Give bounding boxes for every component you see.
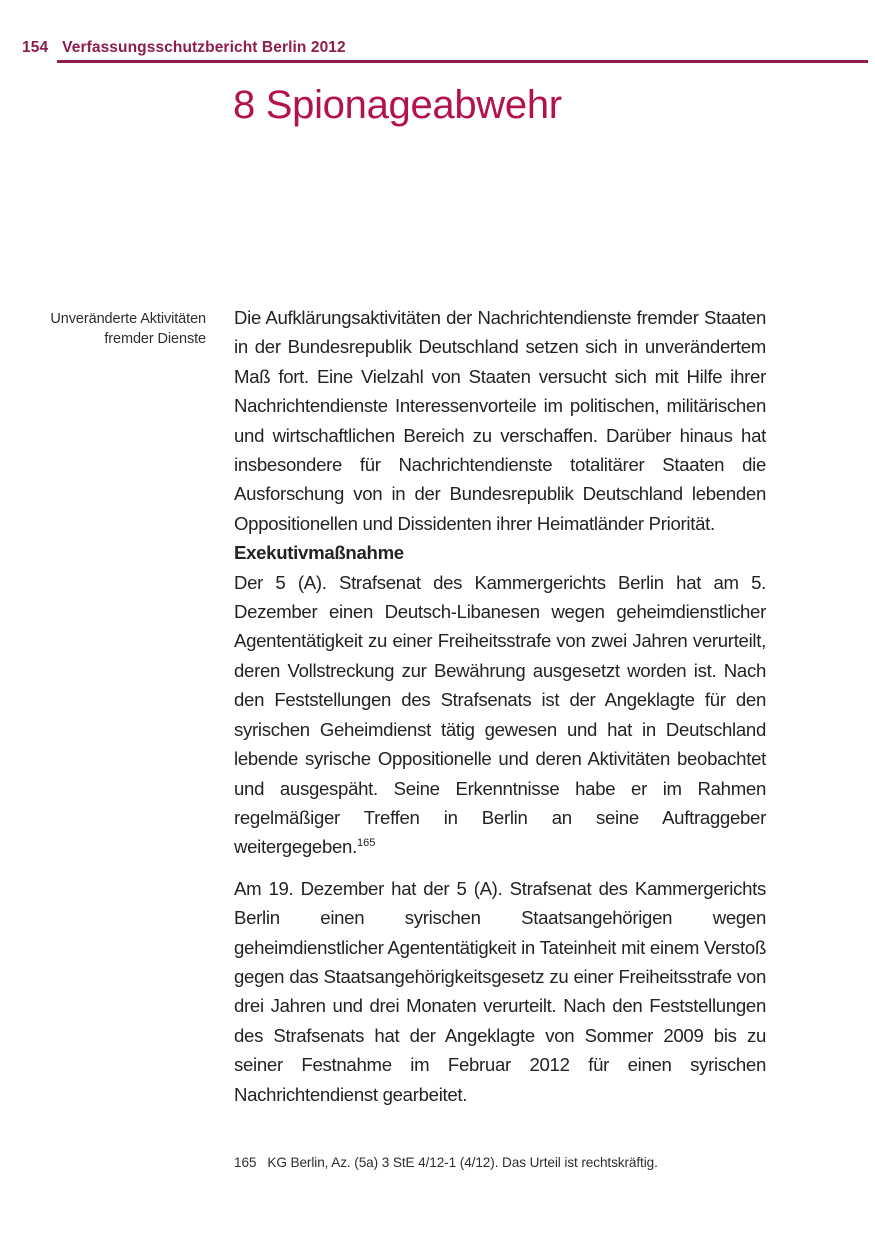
paragraph-case-2: Am 19. Dezember hat der 5 (A). Strafsenat des Kammergerichts Berlin einen syrischen Staatsangehörigen wegen geheimdienstlicher Agententätigkeit in Tateinheit mit einem Verstoß gegen das Staatsangehörigkeitsgesetz zu einer Freiheitsstrafe von drei Jahren und drei Monaten verurteilt. Nach den Feststellungen des Strafsenats hat der Angeklagte von Sommer 2009 bis zu seiner Festnahme im Februar 2012 für einen syrischen Nachrichtendienst gearbeitet.	[234, 877, 766, 1105]
footnote-number: 165	[234, 1155, 257, 1170]
subheading-exekutivmassnahme: Exekutivmaßnahme	[234, 542, 404, 564]
body-column	[234, 303, 766, 1109]
page-number: 154	[22, 39, 49, 56]
footnote-reference: 165	[356, 837, 376, 850]
paragraph-intro: Die Aufklärungsaktivitäten der Nachrichtendienste fremder Staaten in der Bundesrepublik Deutschland setzen sich in unverändertem Maß fort. Eine Vielzahl von Staaten versucht sich mit Hilfe ihrer Nachrichtendienste Interessenvorteile im politischen, militärischen und wirtschaftlichen Bereich zu verschaffen. Darüber hinaus hat insbesondere für Nachrichtendienste totalitärer Staaten die Ausforschung von in der Bundesrepublik Deutschland lebenden Oppositionellen und Dissidenten ihrer Heimatländer Priorität.	[234, 307, 766, 534]
header-rule	[57, 60, 868, 63]
margin-note: Unveränderte Aktivitäten fremder Dienste	[50, 311, 206, 347]
report-title: Verfassungsschutzbericht Berlin 2012	[62, 39, 346, 56]
footnote-text: KG Berlin, Az. (5a) 3 StE 4/12-1 (4/12). Das Urteil ist rechtskräftig.	[267, 1155, 658, 1170]
paragraph-case-1-text: Der 5 (A). Strafsenat des Kammergerichts Berlin hat am 5. Dezember einen Deutsch-Libanesen wegen geheimdienstlicher Agententätigkeit zu einer Freiheitsstrafe von zwei Jahren verurteilt, deren Vollstreckung zur Bewährung ausgesetzt worden ist. Nach den Feststellungen des Strafsenats ist der Angeklagte für den syrischen Geheimdienst tätig gewesen und hat in Deutschland lebende syrische Oppositionelle und deren Aktivitäten beobachtet und ausgespäht. Seine Erkenntnisse habe er im Rahmen regelmäßiger Treffen in Berlin an seine Auftraggeber weitergegeben.	[234, 571, 766, 858]
footnote	[234, 1154, 794, 1172]
paragraph-case-1	[234, 568, 766, 862]
running-header	[22, 39, 346, 57]
chapter-title: 8 Spionageabwehr	[233, 83, 562, 127]
